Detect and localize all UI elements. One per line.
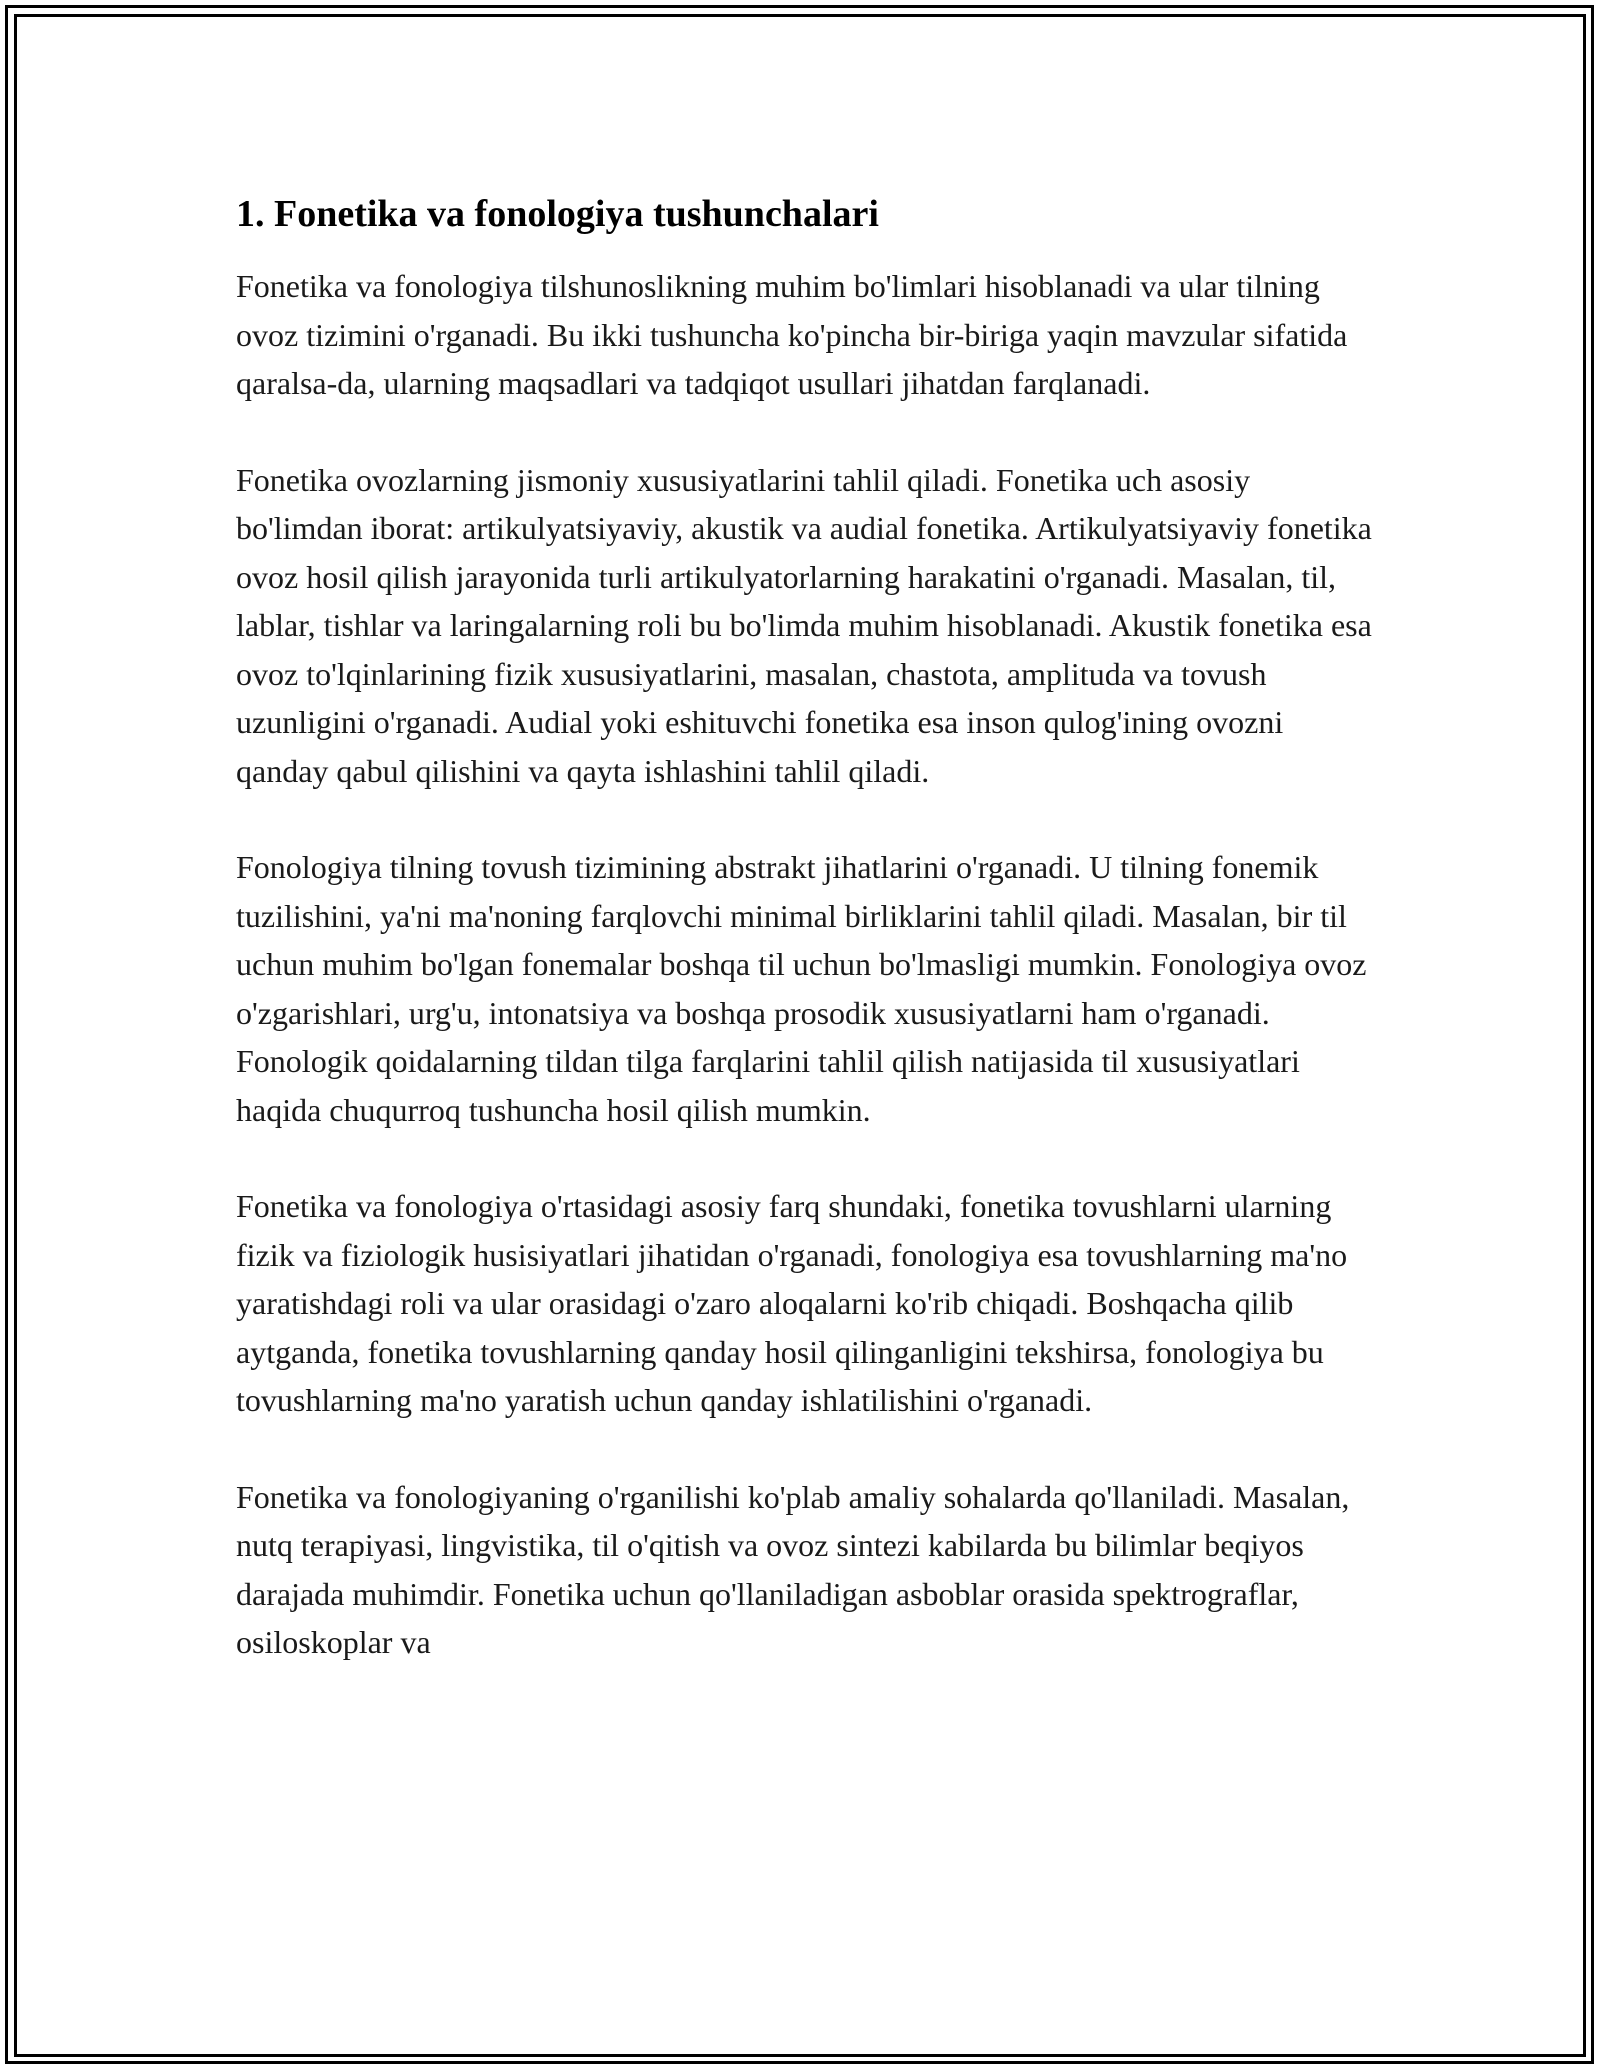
paragraph-intro: Fonetika va fonologiya tilshunoslikning muhim bo'limlari hisoblanadi va ular tilning ovoz tizimini o'rganadi. Bu ikki tushuncha ko'pincha bir-biriga yaqin mavzular sifatida qaralsa-da, ularning maqsadlari va tadqiqot usullari jihatdan farqlanadi. xyxy=(236,268,1348,401)
section-heading: 1. Fonetika va fonologiya tushunchalari xyxy=(236,193,879,235)
document-body xyxy=(236,188,1376,1715)
paragraph-phonology: Fonologiya tilning tovush tizimining abstrakt jihatlarini o'rganadi. U tilning fonemik tuzilishini, ya'ni ma'noning farqlovchi minimal birliklarini tahlil qiladi. Masalan, bir til uchun muhim bo'lgan fonemalar boshqa til uchun bo'lmasligi mumkin. Fonologiya ovoz o'zgarishlari, urg'u, intonatsiya va boshqa prosodik xususiyatlarni ham o'rganadi. Fonologik qoidalarning tildan tilga farqlarini tahlil qilish natijasida til xususiyatlari haqida chuqurroq tushuncha hosil qilish mumkin. xyxy=(236,849,1367,1128)
paragraph-applications: Fonetika va fonologiyaning o'rganilishi ko'plab amaliy sohalarda qo'llaniladi. Masalan, nutq terapiyasi, lingvistika, til o'qitish va ovoz sintezi kabilarda bu bilimlar beqiyos darajada muhimdir. Fonetika uchun qo'llaniladigan asboblar orasida spektrograflar, osiloskoplar va xyxy=(236,1478,1350,1660)
paragraph-phonetics: Fonetika ovozlarning jismoniy xususiyatlarini tahlil qiladi. Fonetika uch asosiy bo'limdan iborat: artikulyatsiyaviy, akustik va audial fonetika. Artikulyatsiyaviy fonetika ovoz hosil qilish jarayonida turli artikulyatorlarning harakatini o'rganadi. Masalan, til, lablar, tishlar va laringalarning roli bu bo'limda muhim hisoblanadi. Akustik fonetika esa ovoz to'lqinlarining fizik xususiyatlarini, masalan, chastota, amplituda va tovush uzunligini o'rganadi. Audial yoki eshituvchi fonetika esa inson qulog'ining ovozni qanday qabul qilishini va qayta ishlashini tahlil qiladi. xyxy=(236,461,1372,789)
paragraph-difference: Fonetika va fonologiya o'rtasidagi asosiy farq shundaki, fonetika tovushlarni ularning fizik va fiziologik husisiyatlari jihatidan o'rganadi, fonologiya esa tovushlarning ma'no yaratishdagi roli va ular orasidagi o'zaro aloqalarni ko'rib chiqadi. Boshqacha qilib aytganda, fonetika tovushlarning qanday hosil qilinganligini tekshirsa, fonologiya bu tovushlarning ma'no yaratish uchun qanday ishlatilishini o'rganadi. xyxy=(236,1188,1348,1418)
